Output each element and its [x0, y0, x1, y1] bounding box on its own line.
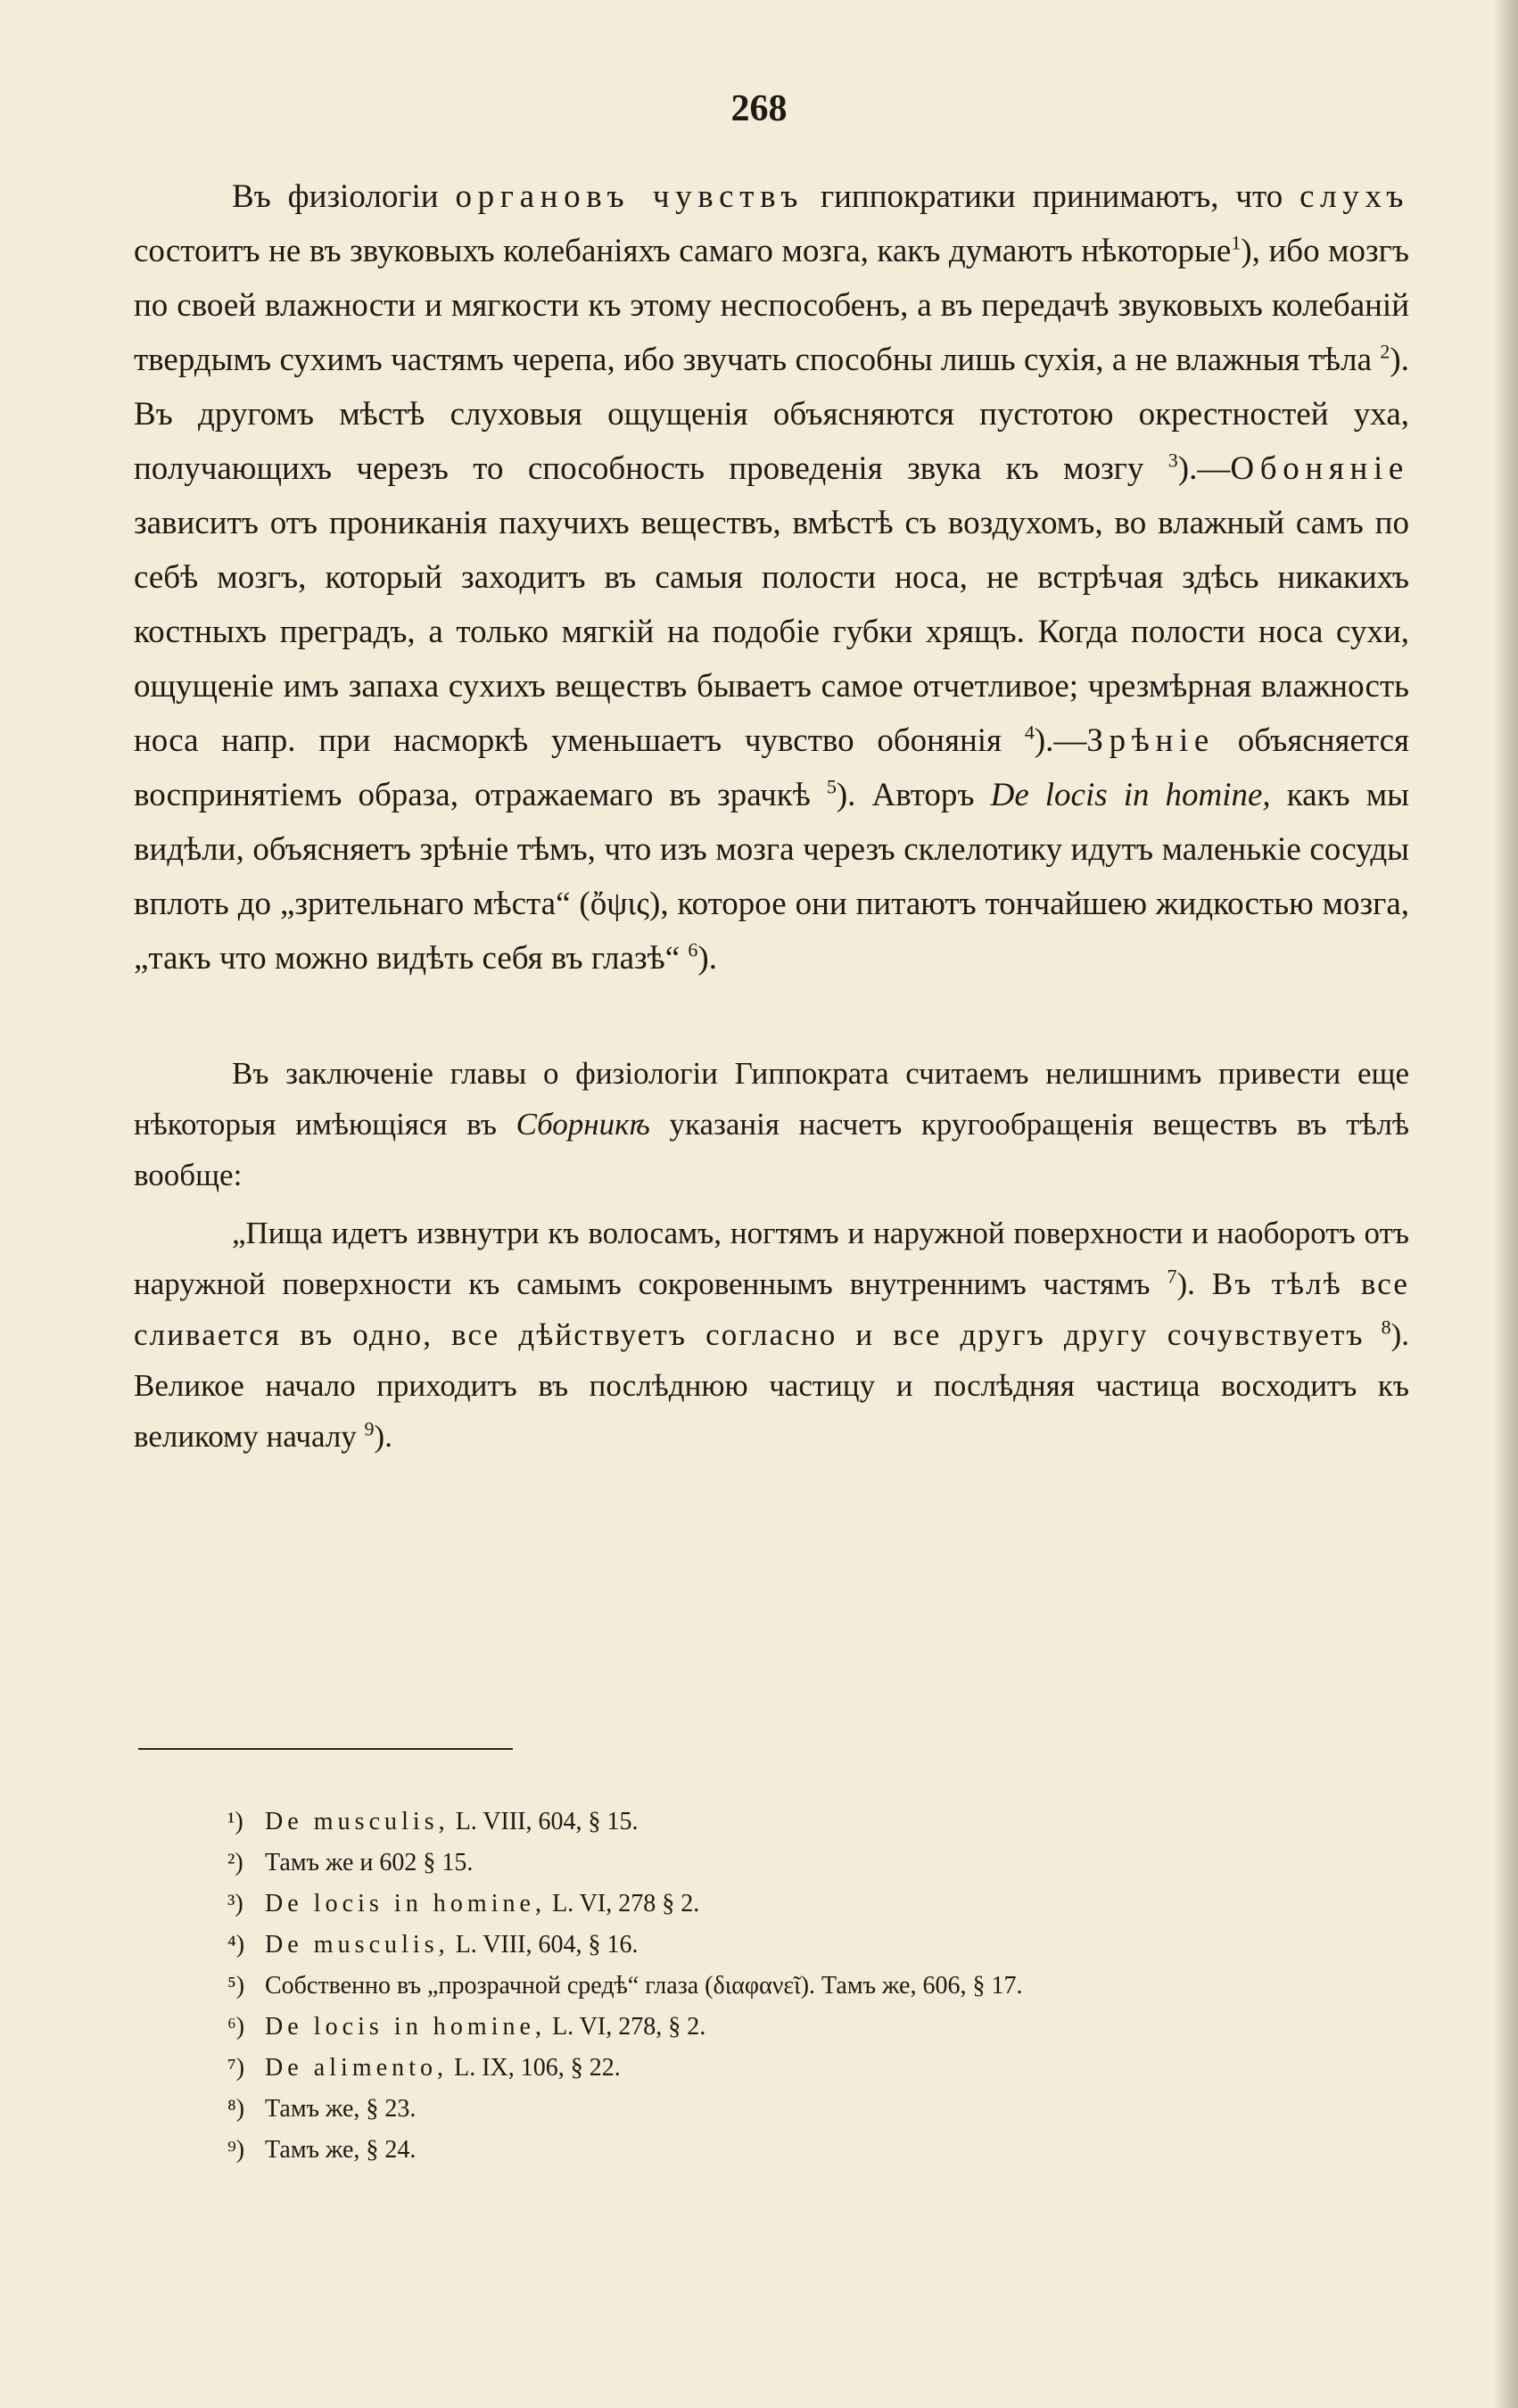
- footnote-text: L. VI, 278, § 2.: [546, 2013, 706, 2041]
- footnote-text: Тамъ же, § 23.: [265, 2095, 417, 2123]
- text-run: зависитъ отъ прониканія пахучихъ веществъ, вмѣстѣ съ воздухомъ, во влажный самъ по себѣ мозгъ, который заходитъ въ самыя полости носа, не встрѣчая здѣсь никакихъ костныхъ преградъ, а только мягкій на подобіе губки хрящъ. Когда полости носа сухи, ощущеніе имъ запаха сухихъ веществъ бываетъ самое отчетливое; чрезмѣрная влажность носа напр. при насморкѣ уменьшаетъ чувство обонянія: [134, 505, 1409, 759]
- footnote-text: Тамъ же и 602 § 15.: [265, 1849, 474, 1876]
- emphasis-run: Въ тѣлѣ все сливается въ одно, все дѣйствуетъ согласно и все другъ другу сочувствуетъ: [134, 1266, 1409, 1352]
- footnote-mark: ⁷): [227, 2054, 245, 2082]
- text-run: объясняется воспринятіемъ образа, отражаемаго въ зрачкѣ: [134, 722, 1410, 813]
- emphasis-run: слухъ: [1299, 178, 1409, 215]
- footnote-text: Собственно въ „прозрачной средѣ“ глаза (διαφανεῖ). Тамъ же, 606, § 17.: [265, 1972, 1023, 2000]
- footnote: [227, 1884, 1387, 1925]
- paragraph-circulation: [134, 1048, 1409, 1200]
- footnote-mark: ⁸): [227, 2095, 245, 2123]
- footnote-lead: De musculis,: [265, 1931, 450, 1959]
- footnote-mark: ¹): [227, 1808, 243, 1835]
- footnote-lead: De locis in homine,: [265, 1890, 547, 1917]
- text-run: ), ибо мозгъ по своей влажности и мягкости къ этому неспособенъ, а въ передачѣ звуковыхъ колебаній твердымъ сухимъ частямъ черепа, ибо звучать способны лишь сухія, а не влажныя тѣла: [134, 233, 1409, 378]
- footnote-divider: [138, 1748, 513, 1750]
- footnote-mark: ²): [227, 1849, 243, 1876]
- text-run: ).: [697, 940, 717, 977]
- text-run: какъ мы видѣли, объясняетъ зрѣніе тѣмъ, что изъ мозга черезъ склелотику идутъ маленькіе сосуды вплоть до „зрительнаго мѣста“ (ὄψις), которое они питаютъ тончайшею жидкостью мозга, „такъ что можно видѣть себя въ глазѣ“: [134, 777, 1409, 977]
- footnote-mark: ⁶): [227, 2013, 245, 2041]
- page-edge-shadow: [1493, 0, 1518, 2408]
- text-run: состоитъ не въ звуковыхъ колебаніяхъ самаго мозга, какъ думаютъ нѣкоторые: [134, 233, 1232, 269]
- footnote-lead: De alimento,: [265, 2054, 449, 2082]
- footnote: [227, 1925, 1387, 1966]
- text-run: ).—: [1034, 722, 1087, 759]
- footnote-mark: ⁵): [227, 1972, 245, 2000]
- footnote-ref: 8: [1381, 1315, 1391, 1339]
- page-number: 268: [730, 88, 788, 129]
- paragraph-senses: [134, 169, 1409, 985]
- footnote-ref: 4: [1024, 721, 1035, 744]
- text-run: ).: [1176, 1266, 1212, 1301]
- footnote: [227, 1843, 1387, 1884]
- footnote-text: L. VIII, 604, § 15.: [449, 1808, 639, 1835]
- footnote: [227, 1966, 1387, 2007]
- italic-title: De locis in homine,: [990, 777, 1271, 813]
- footnote-ref: 3: [1167, 449, 1178, 472]
- footnote-lead: De locis in homine,: [265, 2013, 547, 2041]
- quotation: [134, 1208, 1409, 1462]
- text-run: указанія насчетъ кругообращенія веществъ въ тѣлѣ вообще:: [134, 1107, 1409, 1192]
- text-run: ). Великое начало приходитъ въ послѣднюю частицу и послѣдняя частица восходитъ къ великому началу: [134, 1317, 1409, 1454]
- text-run: ). Въ другомъ мѣстѣ слуховыя ощущенія объясняются пустотою окрестностей уха, получающихъ черезъ то способность проведенія звука къ мозгу: [134, 342, 1409, 487]
- footnote-ref: 2: [1380, 340, 1390, 363]
- text-run: ).—: [1177, 450, 1231, 487]
- footnote-ref: 1: [1231, 231, 1242, 254]
- footnote-mark: ⁹): [227, 2136, 245, 2164]
- text-run: ).: [374, 1419, 392, 1454]
- main-text: [134, 169, 1409, 1462]
- footnote-ref: 9: [364, 1417, 375, 1440]
- text-run: Въ заключеніе главы о физіологіи Гиппократа считаемъ нелишнимъ привести еще нѣкоторыя имѣющіяся въ: [134, 1056, 1409, 1142]
- footnote: [227, 2007, 1387, 2048]
- footnote: [227, 2089, 1387, 2130]
- italic-title: Сборникѣ: [516, 1107, 650, 1142]
- text-run: гиппократики принимаютъ, что: [804, 178, 1300, 215]
- text-run: „Пища идетъ извнутри къ волосамъ, ногтямъ и наружной поверхности и наоборотъ отъ наружной поверхности къ самымъ сокровеннымъ внутреннимъ частямъ: [134, 1216, 1409, 1301]
- footnote-text: L. VIII, 604, § 16.: [449, 1931, 639, 1959]
- footnote-text: L. IX, 106, § 22.: [448, 2054, 621, 2082]
- emphasis-run: органовъ чувствъ: [455, 178, 804, 215]
- text-run: [1365, 1317, 1382, 1352]
- footnote: [227, 2130, 1387, 2171]
- footnote-mark: ⁴): [227, 1931, 245, 1959]
- emphasis-run: Обоняніе: [1230, 450, 1409, 487]
- emphasis-run: Зрѣніе: [1086, 722, 1215, 759]
- text-run: ). Авторъ: [836, 777, 991, 813]
- footnote: [227, 1802, 1387, 1843]
- footnote-ref: 7: [1167, 1265, 1177, 1288]
- footnote: [227, 2048, 1387, 2089]
- footnotes: [227, 1802, 1387, 2171]
- footnote-text: Тамъ же, § 24.: [265, 2136, 417, 2164]
- footnote-ref: 6: [688, 938, 698, 961]
- footnote-lead: De musculis,: [265, 1808, 450, 1835]
- footnote-mark: ³): [227, 1890, 243, 1917]
- footnote-text: L. VI, 278 § 2.: [546, 1890, 700, 1917]
- footnote-ref: 5: [826, 775, 837, 798]
- text-run: Въ физіологіи: [232, 178, 456, 215]
